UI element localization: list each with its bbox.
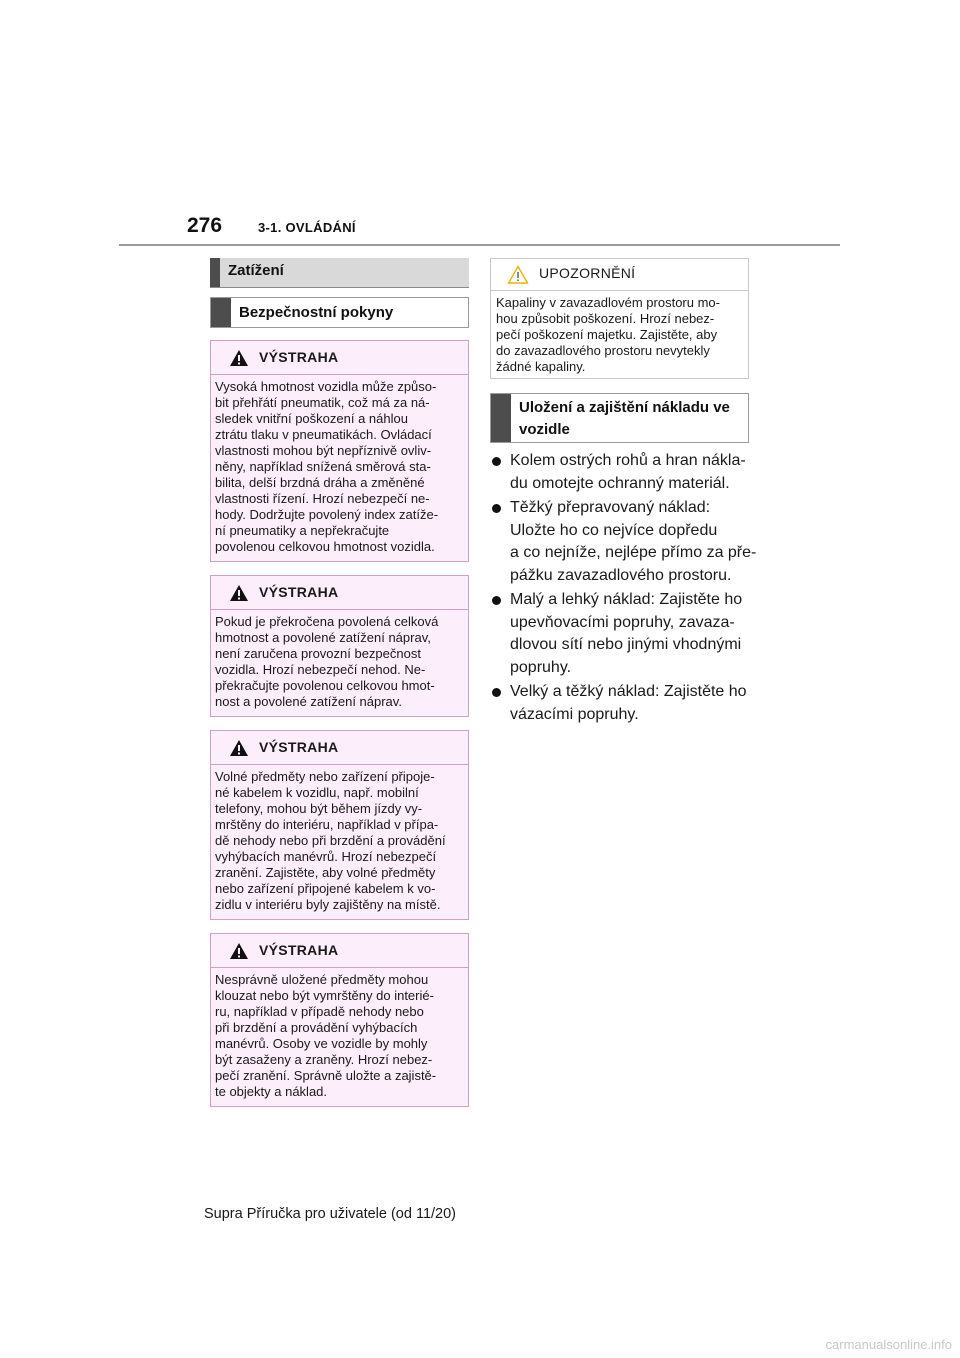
warning-header bbox=[211, 934, 468, 968]
caution-label: UPOZORNĚNÍ bbox=[539, 265, 636, 281]
main-heading-text: Zatížení bbox=[228, 262, 284, 279]
list-item: Malý a lehký náklad: Zajistěte ho upevňovacími popruhy, zavaza- dlovou sítí nebo jinými vhodnými popruhy. bbox=[492, 589, 762, 679]
warning-text: Pokud je překročena povolená celková hmotnost a povolené zatížení náprav, není zaručena provozní bezpečnost vozidla. Hrozí nebezpečí nehod. Ne- překračujte povolenou celkovou hmot- nost a povolené zatížení náprav. bbox=[215, 614, 439, 709]
caution-header bbox=[491, 259, 748, 291]
heading-bar bbox=[210, 258, 220, 287]
warning-text: Volné předměty nebo zařízení připoje- né kabelem k vozidlu, např. mobilní telefony, mohou být během jízdy vy- mrštěny do interiéru, například v přípa- dě nehody nebo při brzdění a provádění vyhýbacích manévrů. Hrozí nebezpečí zranění. Zajistěte, aby volné předměty nebo zařízení připojené kabelem k vo- zidlu v interiéru byly zajištěny na místě. bbox=[215, 769, 446, 912]
list-item: Kolem ostrých rohů a hran nákla- du omotejte ochranný materiál. bbox=[492, 450, 762, 495]
caution-text: Kapaliny v zavazadlovém prostoru mo- hou způsobit poškození. Hrozí nebez- pečí poškození majetku. Zajistěte, aby do zavazadlového prostoru nevytekly žádné kapaliny. bbox=[496, 295, 720, 374]
warning-triangle-icon bbox=[229, 942, 249, 960]
warning-label: VÝSTRAHA bbox=[259, 349, 339, 365]
warning-triangle-icon bbox=[229, 584, 249, 602]
warning-box bbox=[210, 575, 469, 717]
cargo-subheading bbox=[490, 393, 749, 443]
list-item: Velký a těžký náklad: Zajistěte ho vázacími popruhy. bbox=[492, 681, 762, 726]
warning-header bbox=[211, 731, 468, 765]
footer-text: Supra Příručka pro uživatele (od 11/20) bbox=[204, 1206, 457, 1222]
main-heading bbox=[210, 258, 469, 288]
section-title: 3-1. OVLÁDÁNÍ bbox=[258, 220, 356, 235]
bullet-dot-icon bbox=[492, 457, 501, 466]
safety-subheading bbox=[210, 297, 469, 328]
warning-header bbox=[211, 576, 468, 610]
warning-box bbox=[210, 730, 469, 920]
warning-label: VÝSTRAHA bbox=[259, 739, 339, 755]
heading-bar bbox=[211, 298, 231, 327]
cargo-subheading-text: Uložení a zajištění nákladu ve vozidle bbox=[519, 399, 730, 438]
warning-label: VÝSTRAHA bbox=[259, 584, 339, 600]
warning-label: VÝSTRAHA bbox=[259, 942, 339, 958]
watermark: carmanualsonline.info bbox=[825, 1337, 952, 1352]
bullet-list bbox=[492, 450, 762, 728]
bullet-dot-icon bbox=[492, 688, 501, 697]
heading-bar bbox=[491, 394, 511, 442]
page-number: 276 bbox=[187, 214, 223, 237]
caution-box bbox=[490, 258, 749, 379]
warning-triangle-icon bbox=[229, 349, 249, 367]
list-item: Těžký přepravovaný náklad: Uložte ho co nejvíce dopředu a co nejníže, nejlépe přímo za pře- pážku zavazadlového prostoru. bbox=[492, 497, 762, 587]
safety-subheading-text: Bezpečnostní pokyny bbox=[239, 304, 394, 321]
warning-text: Vysoká hmotnost vozidla může způso- bit přehřátí pneumatik, což má za ná- sledek vnitřní poškození a náhlou ztrátu tlaku v pneumatikách. Ovládací vlastnosti mohou být nepříznivě ovliv- něny, například snížená směrová sta- bilita, delší brzdná dráha a změněné vlastnosti řízení. Hrozí nebezpečí ne- hody. Dodržujte povolený index zatíže- ní pneumatiky a nepřekračujte povolenou celkovou hmotnost vozidla. bbox=[215, 379, 439, 554]
bullet-dot-icon bbox=[492, 596, 501, 605]
warning-triangle-icon bbox=[229, 739, 249, 757]
bullet-dot-icon bbox=[492, 504, 501, 513]
warning-box bbox=[210, 340, 469, 562]
warning-text: Nesprávně uložené předměty mohou klouzat nebo být vymrštěny do interié- ru, například v případě nehody nebo při brzdění a provádění vyhýbacích manévrů. Osoby ve vozidle by mohly být zasaženy a zraněny. Hrozí nebez- pečí zranění. Správně uložte a zajistě- te objekty a náklad. bbox=[215, 972, 437, 1099]
header-rule bbox=[119, 244, 840, 246]
warning-box bbox=[210, 933, 469, 1107]
caution-triangle-icon bbox=[507, 265, 529, 284]
warning-header bbox=[211, 341, 468, 375]
